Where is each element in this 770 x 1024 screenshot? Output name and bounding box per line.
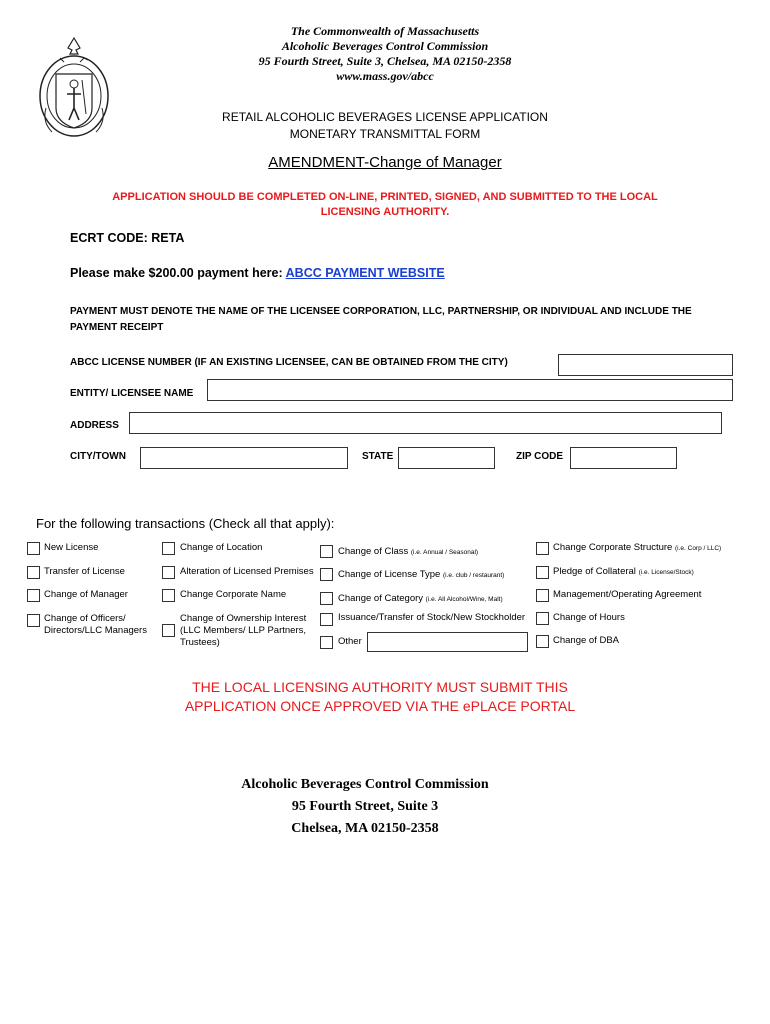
footer-line-2: 95 Fourth Street, Suite 3	[291, 799, 439, 814]
new-license-label: New License	[44, 542, 99, 553]
change-dba-label: Change of DBA	[553, 635, 620, 646]
pledge-collateral-checkbox[interactable]	[536, 566, 549, 579]
instructions-line-1: APPLICATION SHOULD BE COMPLETED ON-LINE, PRINTED, SIGNED, AND SUBMITTED TO THE LOCAL	[112, 191, 658, 203]
alteration-premises-label: Alteration of Licensed Premises	[180, 566, 314, 577]
other-label: Other	[338, 636, 362, 647]
change-category-note: (i.e. All Alcohol/Wine, Malt)	[425, 596, 503, 603]
form-title-line-1: RETAIL ALCOHOLIC BEVERAGES LICENSE APPLICATION	[222, 110, 548, 124]
pledge-collateral-text: Pledge of Collateral	[553, 566, 636, 577]
change-ownership-label-line-2: (LLC Members/ LLP Partners,	[180, 625, 307, 636]
other-checkbox[interactable]	[320, 636, 333, 649]
state-field[interactable]	[398, 447, 495, 469]
payment-website-link[interactable]: ABCC PAYMENT WEBSITE	[285, 266, 445, 280]
transactions-heading: For the following transactions (Check all that apply):	[36, 516, 335, 531]
change-officers-label-line-1: Change of Officers/	[44, 613, 126, 624]
change-class-note: (i.e. Annual / Seasonal)	[410, 549, 479, 556]
change-category-text: Change of Category	[338, 593, 424, 604]
notice-line-1: THE LOCAL LICENSING AUTHORITY MUST SUBMIT THIS	[192, 679, 568, 695]
payment-note-line-1: PAYMENT MUST DENOTE THE NAME OF THE LICENSEE CORPORATION, LLC, PARTNERSHIP, OR INDIVIDUAL AND INCLUDE THE	[70, 306, 692, 317]
change-corporate-structure-text: Change Corporate Structure	[553, 542, 673, 553]
change-manager-checkbox[interactable]	[27, 589, 40, 602]
issuance-stock-checkbox[interactable]	[320, 613, 333, 626]
city-label: CITY/TOWN	[70, 451, 126, 462]
change-hours-checkbox[interactable]	[536, 612, 549, 625]
amendment-title: AMENDMENT-Change of Manager	[268, 154, 502, 171]
change-corporate-name-checkbox[interactable]	[162, 589, 175, 602]
change-officers-checkbox[interactable]	[27, 614, 40, 627]
change-class-label	[338, 546, 478, 559]
new-license-checkbox[interactable]	[27, 542, 40, 555]
footer-line-1: Alcoholic Beverages Control Commission	[241, 777, 489, 792]
change-corporate-structure-checkbox[interactable]	[536, 542, 549, 555]
change-ownership-checkbox[interactable]	[162, 624, 175, 637]
change-officers-label	[44, 613, 147, 637]
header-line-2: Alcoholic Beverages Control Commission	[281, 39, 489, 53]
change-hours-label: Change of Hours	[553, 612, 625, 623]
change-class-checkbox[interactable]	[320, 545, 333, 558]
notice-line-2: APPLICATION ONCE APPROVED VIA THE ePLACE PORTAL	[184, 698, 576, 714]
change-category-label	[338, 593, 503, 606]
management-agreement-label: Management/Operating Agreement	[553, 589, 702, 600]
change-corporate-structure-note: (i.e. Corp / LLC)	[674, 545, 722, 552]
address-field[interactable]	[129, 412, 722, 434]
payment-prefix: Please make $200.00 payment here:	[70, 266, 286, 280]
payment-note-line-2: PAYMENT RECEIPT	[70, 322, 164, 333]
transfer-license-label: Transfer of License	[44, 566, 125, 577]
entity-label: ENTITY/ LICENSEE NAME	[70, 388, 194, 399]
issuance-stock-label: Issuance/Transfer of Stock/New Stockholder	[338, 612, 526, 623]
entity-name-field[interactable]	[207, 379, 733, 401]
change-location-label: Change of Location	[180, 542, 263, 553]
city-field[interactable]	[140, 447, 348, 469]
change-manager-label: Change of Manager	[44, 589, 128, 600]
change-officers-label-line-2: Directors/LLC Managers	[44, 625, 147, 636]
payment-instruction	[70, 266, 445, 280]
instructions-line-2: LICENSING AUTHORITY.	[320, 206, 450, 218]
header-website: www.mass.gov/abcc	[336, 69, 434, 83]
ecrt-code: ECRT CODE: RETA	[70, 231, 185, 245]
header-line-1: The Commonwealth of Massachusetts	[290, 24, 480, 38]
change-dba-checkbox[interactable]	[536, 635, 549, 648]
other-field[interactable]	[367, 632, 528, 652]
alteration-premises-checkbox[interactable]	[162, 566, 175, 579]
pledge-collateral-label	[553, 566, 694, 579]
change-ownership-label	[180, 613, 306, 649]
change-license-type-note: (i.e. club / restaurant)	[442, 572, 505, 579]
pledge-collateral-note: (i.e. License/Stock)	[638, 569, 694, 576]
change-location-checkbox[interactable]	[162, 542, 175, 555]
change-corporate-name-label: Change Corporate Name	[180, 589, 287, 600]
footer-line-3: Chelsea, MA 02150-2358	[291, 821, 439, 836]
zip-label: ZIP CODE	[516, 451, 564, 462]
form-title-line-2: MONETARY TRANSMITTAL FORM	[289, 127, 481, 141]
change-license-type-label	[338, 569, 504, 582]
zip-field[interactable]	[570, 447, 677, 469]
license-number-label: ABCC LICENSE NUMBER (IF AN EXISTING LICENSEE, CAN BE OBTAINED FROM THE CITY)	[70, 357, 508, 368]
license-number-field[interactable]	[558, 354, 733, 376]
payment-note	[70, 304, 692, 336]
change-ownership-label-line-3: Trustees)	[180, 637, 220, 648]
transfer-license-checkbox[interactable]	[27, 566, 40, 579]
management-agreement-checkbox[interactable]	[536, 589, 549, 602]
change-category-checkbox[interactable]	[320, 592, 333, 605]
change-corporate-structure-label	[553, 542, 721, 555]
address-label: ADDRESS	[70, 420, 119, 431]
change-license-type-text: Change of License Type	[338, 569, 441, 580]
change-class-text: Change of Class	[338, 546, 409, 557]
change-ownership-label-line-1: Change of Ownership Interest	[180, 613, 307, 624]
header-line-3: 95 Fourth Street, Suite 3, Chelsea, MA 02150-2358	[258, 54, 512, 68]
state-label: STATE	[362, 451, 394, 462]
change-license-type-checkbox[interactable]	[320, 568, 333, 581]
